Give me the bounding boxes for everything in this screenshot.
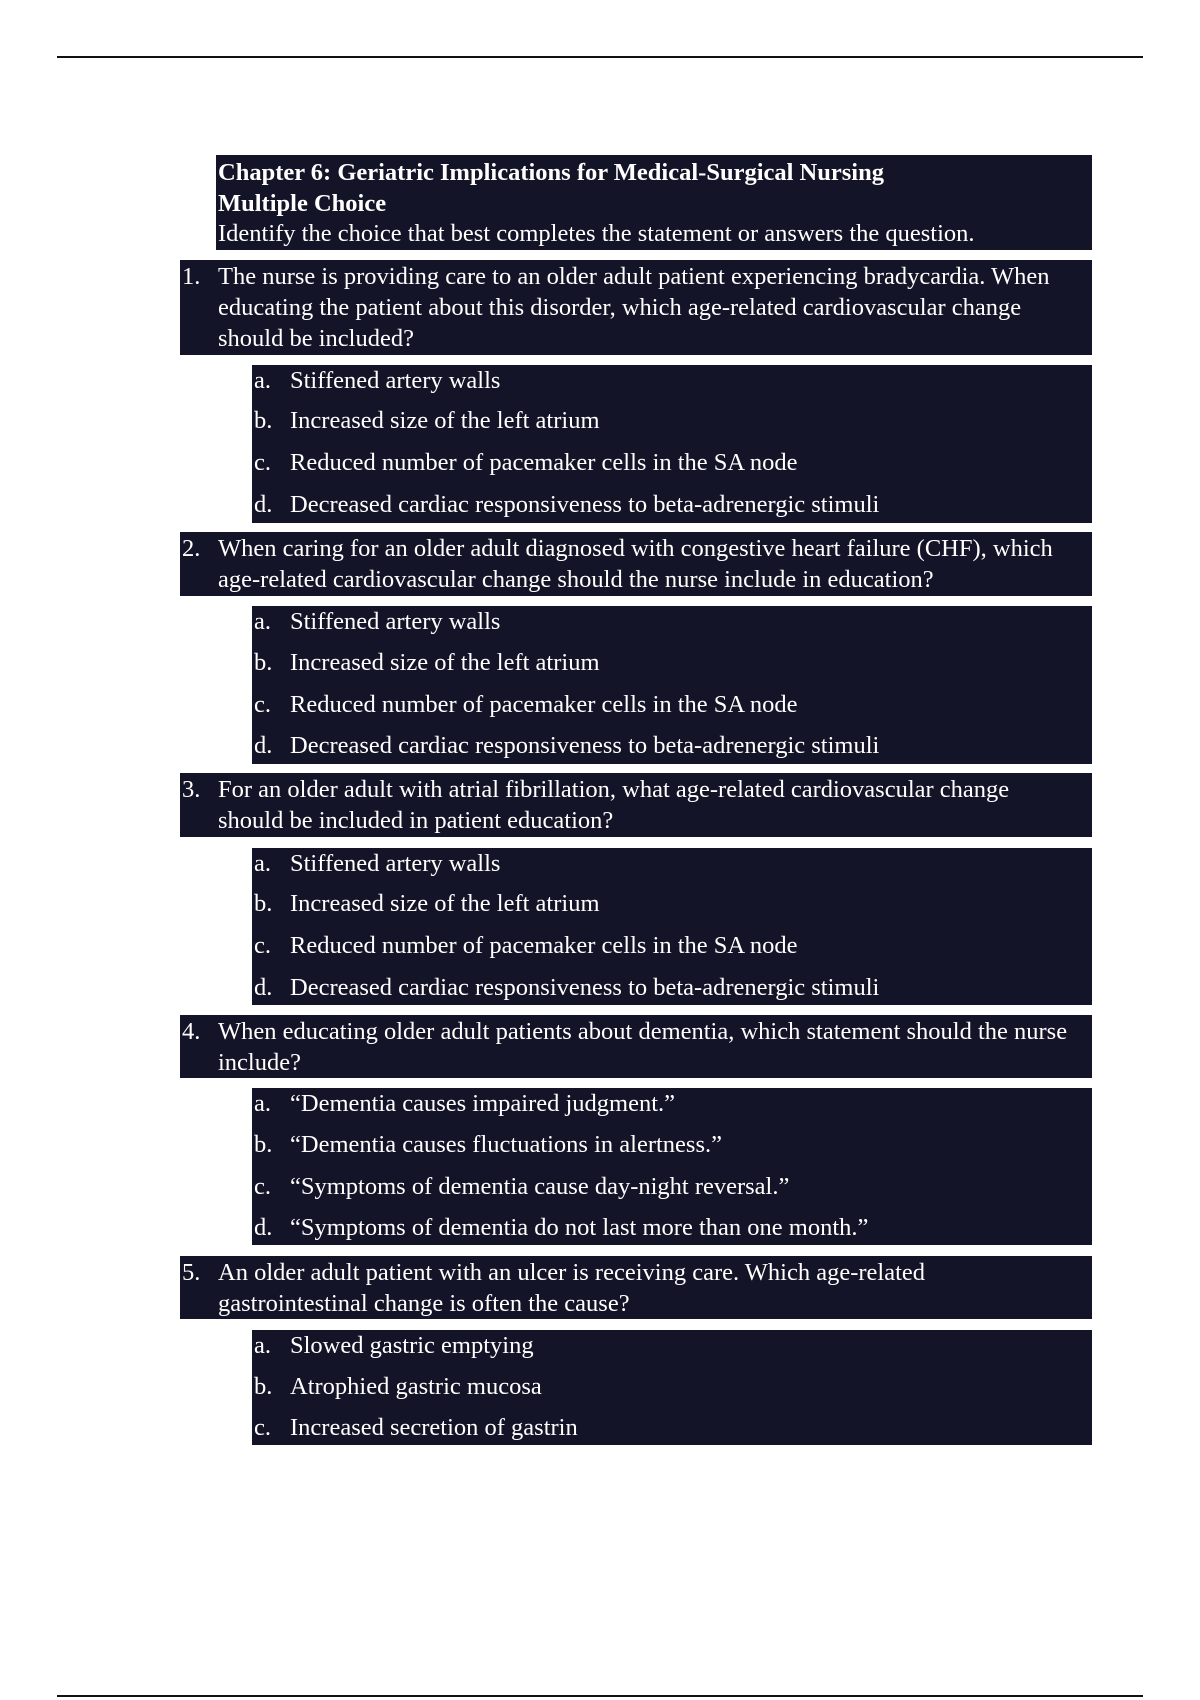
option-text: “Dementia causes impaired judgment.”: [290, 1090, 676, 1117]
question-text: For an older adult with atrial fibrillation, what age-related cardiovascular change should be included in patient education?: [218, 776, 1016, 834]
question-text: When educating older adult patients about dementia, which statement should the nurse include?: [218, 1018, 1074, 1076]
option-text: Slowed gastric emptying: [290, 1332, 534, 1359]
option-letter: a.: [254, 608, 271, 635]
option-text: Decreased cardiac responsiveness to beta-adrenergic stimuli: [290, 974, 880, 1001]
option-letter: c.: [254, 1173, 271, 1200]
option-letter: b.: [254, 407, 273, 434]
option-letter: a.: [254, 1090, 271, 1117]
option-letter: d.: [254, 974, 273, 1001]
question-4: [180, 1015, 1092, 1078]
top-rule: [57, 56, 1143, 58]
option-letter: d.: [254, 491, 273, 518]
chapter-header: [216, 155, 1092, 250]
option-text: “Symptoms of dementia cause day-night reversal.”: [290, 1173, 790, 1200]
option-text: “Dementia causes fluctuations in alertness.”: [290, 1131, 722, 1158]
option-letter: b.: [254, 890, 273, 917]
option-text: Increased size of the left atrium: [290, 649, 600, 676]
question-2: [180, 532, 1092, 596]
question-5: [180, 1256, 1092, 1319]
bottom-rule: [57, 1695, 1143, 1697]
option-letter: c.: [254, 1414, 271, 1441]
option-text: Decreased cardiac responsiveness to beta-adrenergic stimuli: [290, 732, 880, 759]
option-letter: d.: [254, 1214, 273, 1241]
option-text: Stiffened artery walls: [290, 608, 501, 635]
question-5-options: [252, 1330, 1092, 1445]
question-1-options: [252, 365, 1092, 523]
option-letter: c.: [254, 691, 271, 718]
option-letter: c.: [254, 932, 271, 959]
question-number: 1.: [182, 263, 201, 290]
option-text: Decreased cardiac responsiveness to beta-adrenergic stimuli: [290, 491, 880, 518]
instructions-text: Identify the choice that best completes the statement or answers the question.: [218, 220, 975, 247]
question-text: The nurse is providing care to an older adult patient experiencing bradycardia. When educating the patient about this disorder, which age-related cardiovascular change should be included?: [218, 263, 1056, 352]
option-text: Increased size of the left atrium: [290, 407, 600, 434]
option-text: Increased secretion of gastrin: [290, 1414, 578, 1441]
option-letter: b.: [254, 1131, 273, 1158]
option-text: Stiffened artery walls: [290, 850, 501, 877]
question-number: 3.: [182, 776, 201, 803]
option-text: Reduced number of pacemaker cells in the SA node: [290, 932, 798, 959]
question-number: 5.: [182, 1259, 201, 1286]
question-number: 4.: [182, 1018, 201, 1045]
question-4-options: [252, 1088, 1092, 1245]
option-letter: a.: [254, 1332, 271, 1359]
option-text: Atrophied gastric mucosa: [290, 1373, 542, 1400]
section-title: Multiple Choice: [218, 190, 387, 217]
option-letter: c.: [254, 449, 271, 476]
question-number: 2.: [182, 535, 201, 562]
option-letter: b.: [254, 1373, 273, 1400]
question-text: When caring for an older adult diagnosed with congestive heart failure (CHF), which age-related cardiovascular change should the nurse include in education?: [218, 535, 1059, 593]
option-text: Reduced number of pacemaker cells in the SA node: [290, 691, 798, 718]
option-text: Stiffened artery walls: [290, 367, 501, 394]
option-text: “Symptoms of dementia do not last more than one month.”: [290, 1214, 869, 1241]
option-letter: a.: [254, 367, 271, 394]
option-text: Reduced number of pacemaker cells in the SA node: [290, 449, 798, 476]
chapter-title: Chapter 6: Geriatric Implications for Medical-Surgical Nursing: [218, 159, 884, 186]
question-1: [180, 260, 1092, 355]
question-3-options: [252, 848, 1092, 1005]
option-letter: b.: [254, 649, 273, 676]
question-2-options: [252, 606, 1092, 764]
question-text: An older adult patient with an ulcer is receiving care. Which age-related gastrointestinal change is often the cause?: [218, 1259, 932, 1317]
option-letter: a.: [254, 850, 271, 877]
option-text: Increased size of the left atrium: [290, 890, 600, 917]
option-letter: d.: [254, 732, 273, 759]
question-3: [180, 773, 1092, 837]
